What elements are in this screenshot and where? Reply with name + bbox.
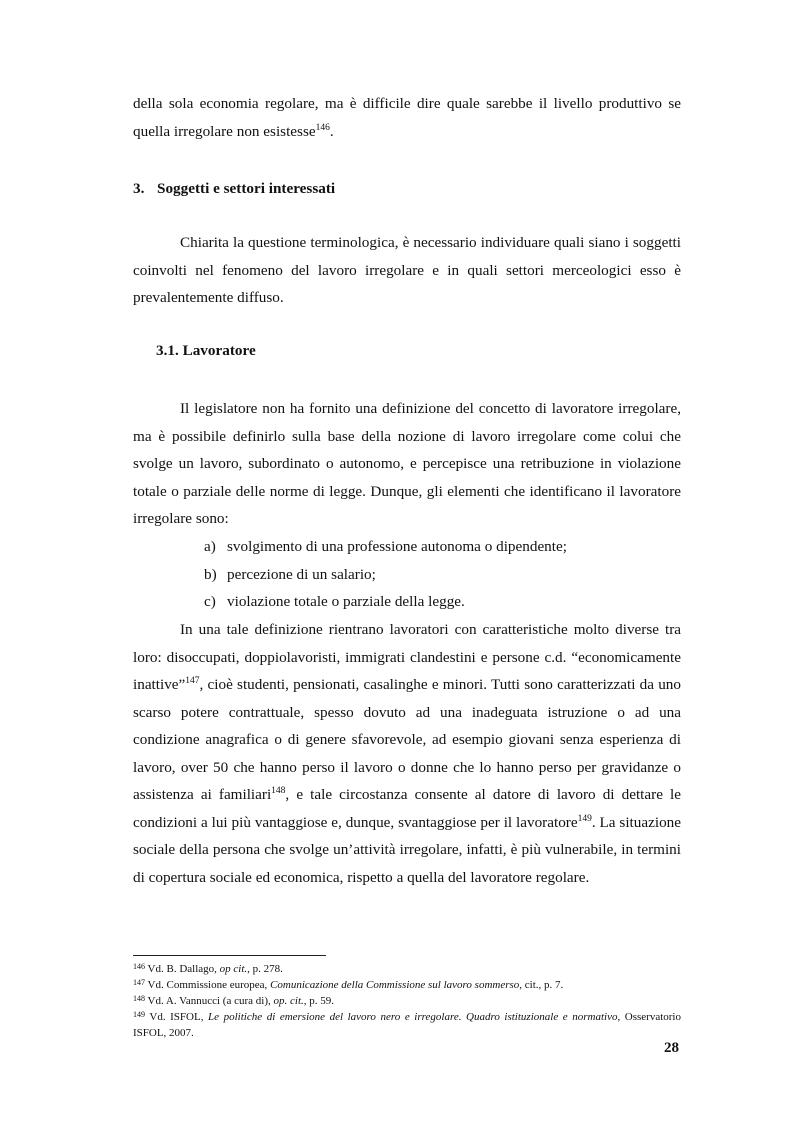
section-title: Soggetti e settori interessati	[157, 180, 336, 197]
footnote: $^{148}$ Vd. A. Vannucci (a cura di), op. cit., p. 59.	[133, 994, 335, 1007]
footnote: $^{147}$ Vd. Commissione europea, Comunicazione della Commissione sul lavoro sommerso, cit., p. 7.	[133, 978, 564, 991]
footnote-ref[interactable]: 149	[577, 813, 592, 824]
footnote-separator	[133, 955, 326, 956]
list-item: a) svolgimento di una professione autonoma o dipendente;	[204, 538, 567, 555]
footnote: $^{146}$ Vd. B. Dallago, op cit., p. 278.	[133, 962, 283, 975]
section-number: 3.	[133, 180, 145, 197]
subsection-heading: 3.1. Lavoratore	[156, 342, 256, 359]
paragraph-continuation: della sola economia regolare, ma è difficile dire quale sarebbe il livello produttivo se quella irregolare non esistesse$^{146}$.	[133, 95, 681, 140]
footnote-ref[interactable]: 148	[271, 786, 286, 796]
paragraph-text: della sola economia regolare, ma è difficile dire quale sarebbe il livello produttivo se quella irregolare non esistesse	[133, 95, 681, 140]
footnote-ref[interactable]: 146	[315, 122, 330, 133]
list-item: b) percezione di un salario;	[204, 565, 376, 583]
element-list	[204, 533, 567, 616]
list-item: c) violazione totale o parziale della legge.	[204, 593, 465, 610]
paragraph-definition: Il legislatore non ha fornito una definizione del concetto di lavoratore irregolare, ma è possibile definirlo sulla base della nozione di lavoro irregolare come colui che svolge un lavoro, subordinato o autonomo, e percepisce una retribuzione in violazione totale o parziale delle norme di legge. Dunque, gli elementi che identificano il lavoratore irregolare sono:	[133, 400, 681, 527]
paragraph-workers: In una tale definizione rientrano lavoratori con caratteristiche molto diverse tra loro: disoccupati, doppiolavoristi, immigrati clandestini e persone c.d. “economicamente inattive”$^{147}$, cioè studenti, pensionati, casalinghe e minori. Tutti sono caratterizzati da uno scarso potere contrattuale, spesso dovuto ad una inadeguata istruzione o ad una condizione anagrafica o di genere sfavorevole, ad esempio giovani senza esperienza di lavoro, over 50 che hanno perso il lavoro o donne che lo hanno perso per gravidanze o assistenza ai familiari$^{148}$, e tale circostanza consente al datore di lavoro di dettare le condizioni a lui più vantaggiose e, dunque, svantaggiose per il lavoratore$^{149}$. La situazione sociale della persona che svolge un’attività irregolare, infatti, è più vulnerabile, in termini di copertura sociale ed economica, rispetto a quella del lavoratore regolare.	[133, 621, 682, 886]
paragraph-intro: Chiarita la questione terminologica, è necessario individuare quali siano i soggetti coinvolti nel fenomeno del lavoro irregolare e in quali settori merceologici esso è prevalentemente diffuso.	[133, 234, 681, 306]
section-heading	[133, 180, 335, 198]
footnote-ref[interactable]: 147	[185, 676, 200, 686]
page-number: 28	[664, 1040, 679, 1056]
footnote: $^{149}$ Vd. ISFOL, Le politiche di emersione del lavoro nero e irregolare. Quadro istituzionale e normativo, Osservatorio ISFOL, 2007.	[133, 1010, 681, 1039]
